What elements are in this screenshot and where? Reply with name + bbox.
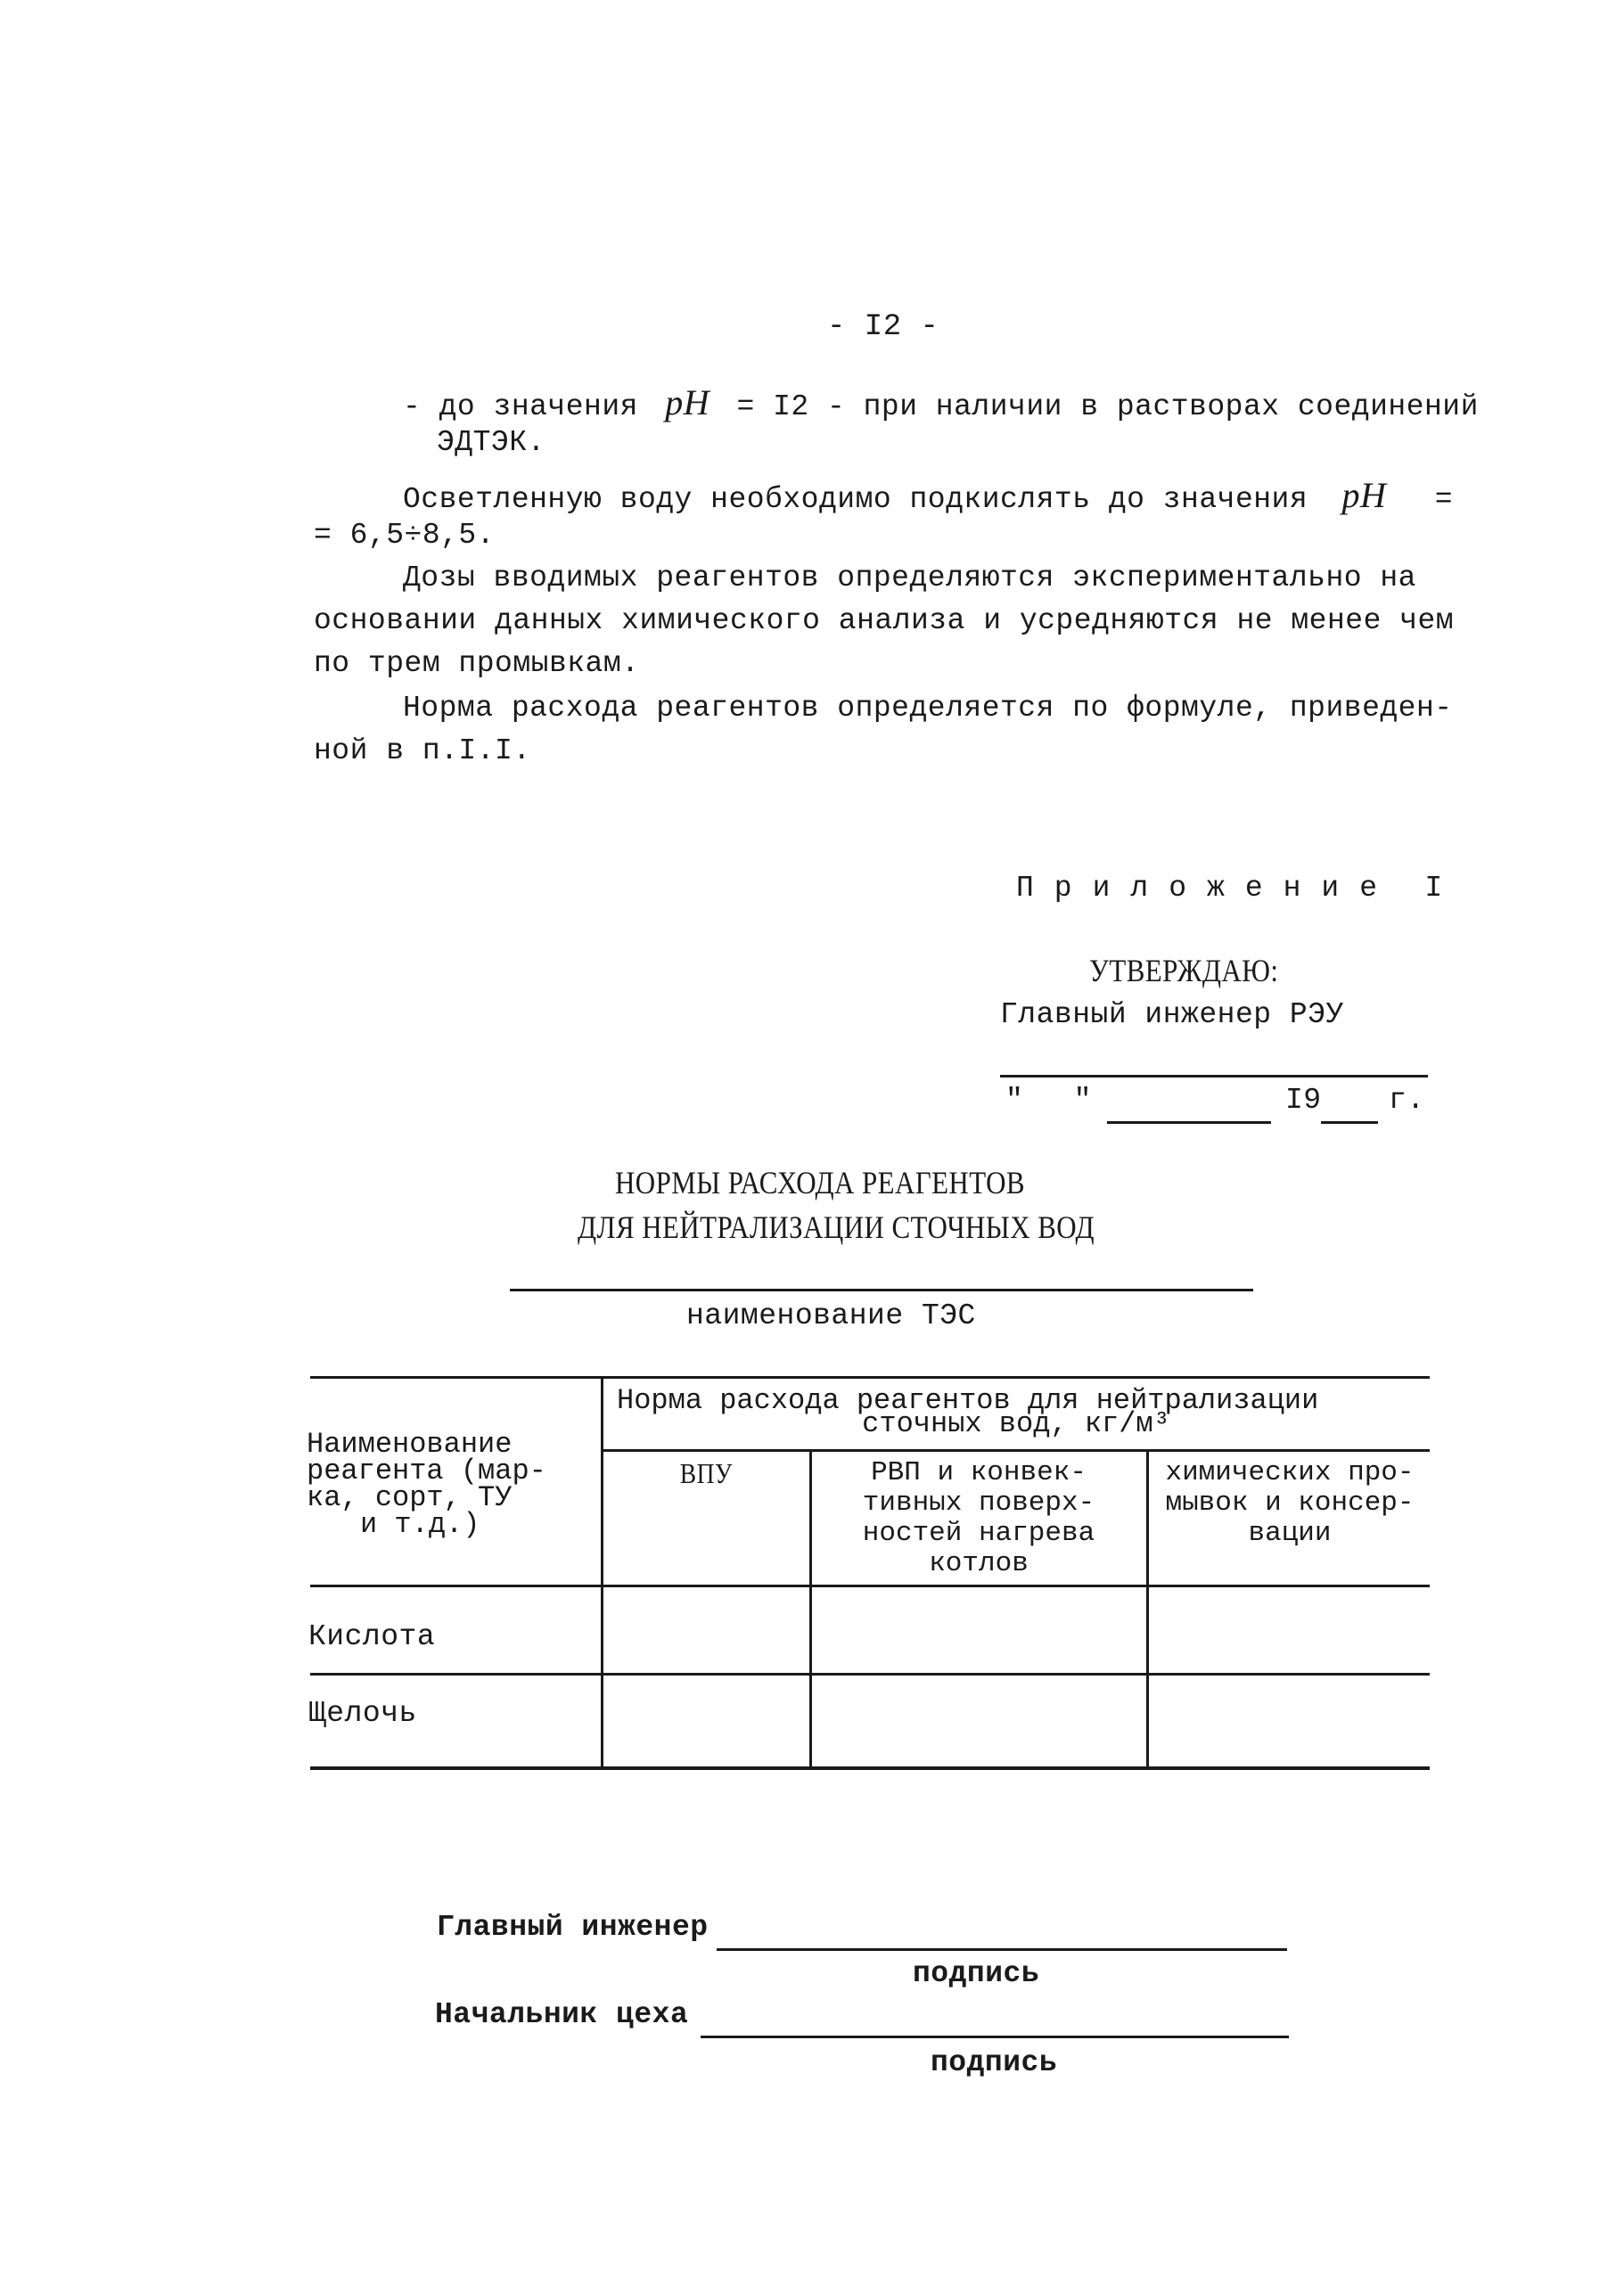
approval-year-suffix: г. xyxy=(1389,1084,1425,1117)
approval-date-line xyxy=(1005,1084,1092,1117)
approval-month-blank xyxy=(1107,1121,1271,1124)
paragraph-1-prefix: - до значения xyxy=(403,390,638,423)
sub-header-rvp-line-2: тивных поверх- xyxy=(862,1487,1095,1519)
quote-open: " xyxy=(1005,1084,1024,1117)
table-row-divider xyxy=(310,1673,1430,1676)
paragraph-1-line-2: ЭДТЭК. xyxy=(437,426,545,459)
paragraph-3-line-1: Дозы вводимых реагентов определяются экспериментально на xyxy=(403,561,1416,594)
signature-2-caption: подпись xyxy=(931,2046,1058,2079)
ph-symbol: pH xyxy=(665,382,710,422)
paragraph-2-eq: = xyxy=(1434,483,1453,516)
approval-year-prefix: I9 xyxy=(1285,1084,1322,1117)
plant-name-line xyxy=(510,1289,1253,1291)
appendix-label xyxy=(1016,872,1443,905)
appendix-number: I xyxy=(1424,872,1443,905)
signature-2-role: Начальник цеха xyxy=(435,1998,689,2031)
quote-close: " xyxy=(1073,1084,1092,1117)
doc-title-line-2: ДЛЯ НЕЙТРАЛИЗАЦИИ СТОЧНЫХ ВОД xyxy=(578,1209,1095,1245)
paragraph-2-line-1 xyxy=(403,474,1453,516)
signature-1-caption: подпись xyxy=(913,1957,1040,1990)
paragraph-4-line-1: Норма расхода реагентов определяется по формуле, приведен- xyxy=(403,692,1453,725)
table-header-bottom xyxy=(310,1585,1430,1587)
sub-header-chem xyxy=(1150,1458,1430,1549)
col0-header-line-1: Наименование xyxy=(307,1428,513,1461)
signature-2-line xyxy=(701,2036,1289,2038)
approval-position: Главный инженер РЭУ xyxy=(1000,998,1344,1031)
signature-1-line xyxy=(717,1948,1287,1951)
sub-header-chem-line-1: химических про- xyxy=(1165,1457,1415,1488)
approval-title: УТВЕРЖДАЮ: xyxy=(1089,953,1279,988)
paragraph-3-line-3: по трем промывкам. xyxy=(314,647,640,680)
paragraph-1-line-1 xyxy=(403,381,1479,423)
table-bottom-border xyxy=(310,1766,1430,1770)
table-top-border xyxy=(310,1376,1430,1379)
signature-1-role: Главный инженер xyxy=(437,1911,709,1944)
paragraph-2-line-2: = 6,5÷8,5. xyxy=(314,519,496,552)
sub-header-chem-line-2: мывок и консер- xyxy=(1165,1487,1415,1519)
sub-header-vpu-text: ВПУ xyxy=(679,1457,733,1489)
paragraph-3-line-2: основании данных химического анализа и усредняются не менее чем xyxy=(314,604,1455,637)
page-number: - I2 - xyxy=(827,310,939,344)
plant-caption: наименование ТЭС xyxy=(686,1299,976,1332)
group-header xyxy=(606,1384,1426,1440)
col0-header-line-4: и т.д.) xyxy=(360,1508,480,1541)
col0-header xyxy=(307,1428,574,1541)
sub-header-rvp xyxy=(813,1458,1144,1579)
sub-header-vpu xyxy=(604,1458,808,1492)
group-header-line-1: Норма расхода реагентов для нейтрализации xyxy=(617,1384,1319,1417)
col0-header-line-3: ка, сорт, ТУ xyxy=(307,1481,513,1514)
table-vline-2 xyxy=(809,1449,812,1768)
sub-header-chem-line-3: вации xyxy=(1248,1518,1332,1549)
table-group-divider xyxy=(603,1449,1430,1452)
group-header-line-2: сточных вод, кг/м³ xyxy=(862,1407,1170,1440)
paragraph-4-line-2: ной в п.I.I. xyxy=(314,734,531,767)
paragraph-2-prefix: Осветленную воду необходимо подкислять до значения xyxy=(403,483,1308,516)
appendix-word: Приложение xyxy=(1016,872,1398,905)
table-vline-3 xyxy=(1146,1449,1149,1768)
sub-header-rvp-line-3: ностей нагрева xyxy=(862,1518,1095,1549)
table-row-1-name: Кислота xyxy=(308,1620,436,1653)
sub-header-rvp-line-4: котлов xyxy=(929,1548,1029,1579)
doc-title-line-1: НОРМЫ РАСХОДА РЕАГЕНТОВ xyxy=(615,1165,1026,1200)
table-vline-1 xyxy=(601,1376,603,1768)
table-row-2-name: Щелочь xyxy=(308,1697,417,1730)
col0-header-line-2: реагента (мар- xyxy=(307,1454,546,1487)
paragraph-1-suffix: = I2 - при наличии в растворах соединений xyxy=(736,390,1479,423)
ph-symbol-2: pH xyxy=(1341,475,1387,515)
approval-signature-line xyxy=(1000,1075,1428,1078)
approval-year-blank xyxy=(1321,1121,1378,1124)
sub-header-rvp-line-1: РВП и конвек- xyxy=(871,1457,1087,1488)
